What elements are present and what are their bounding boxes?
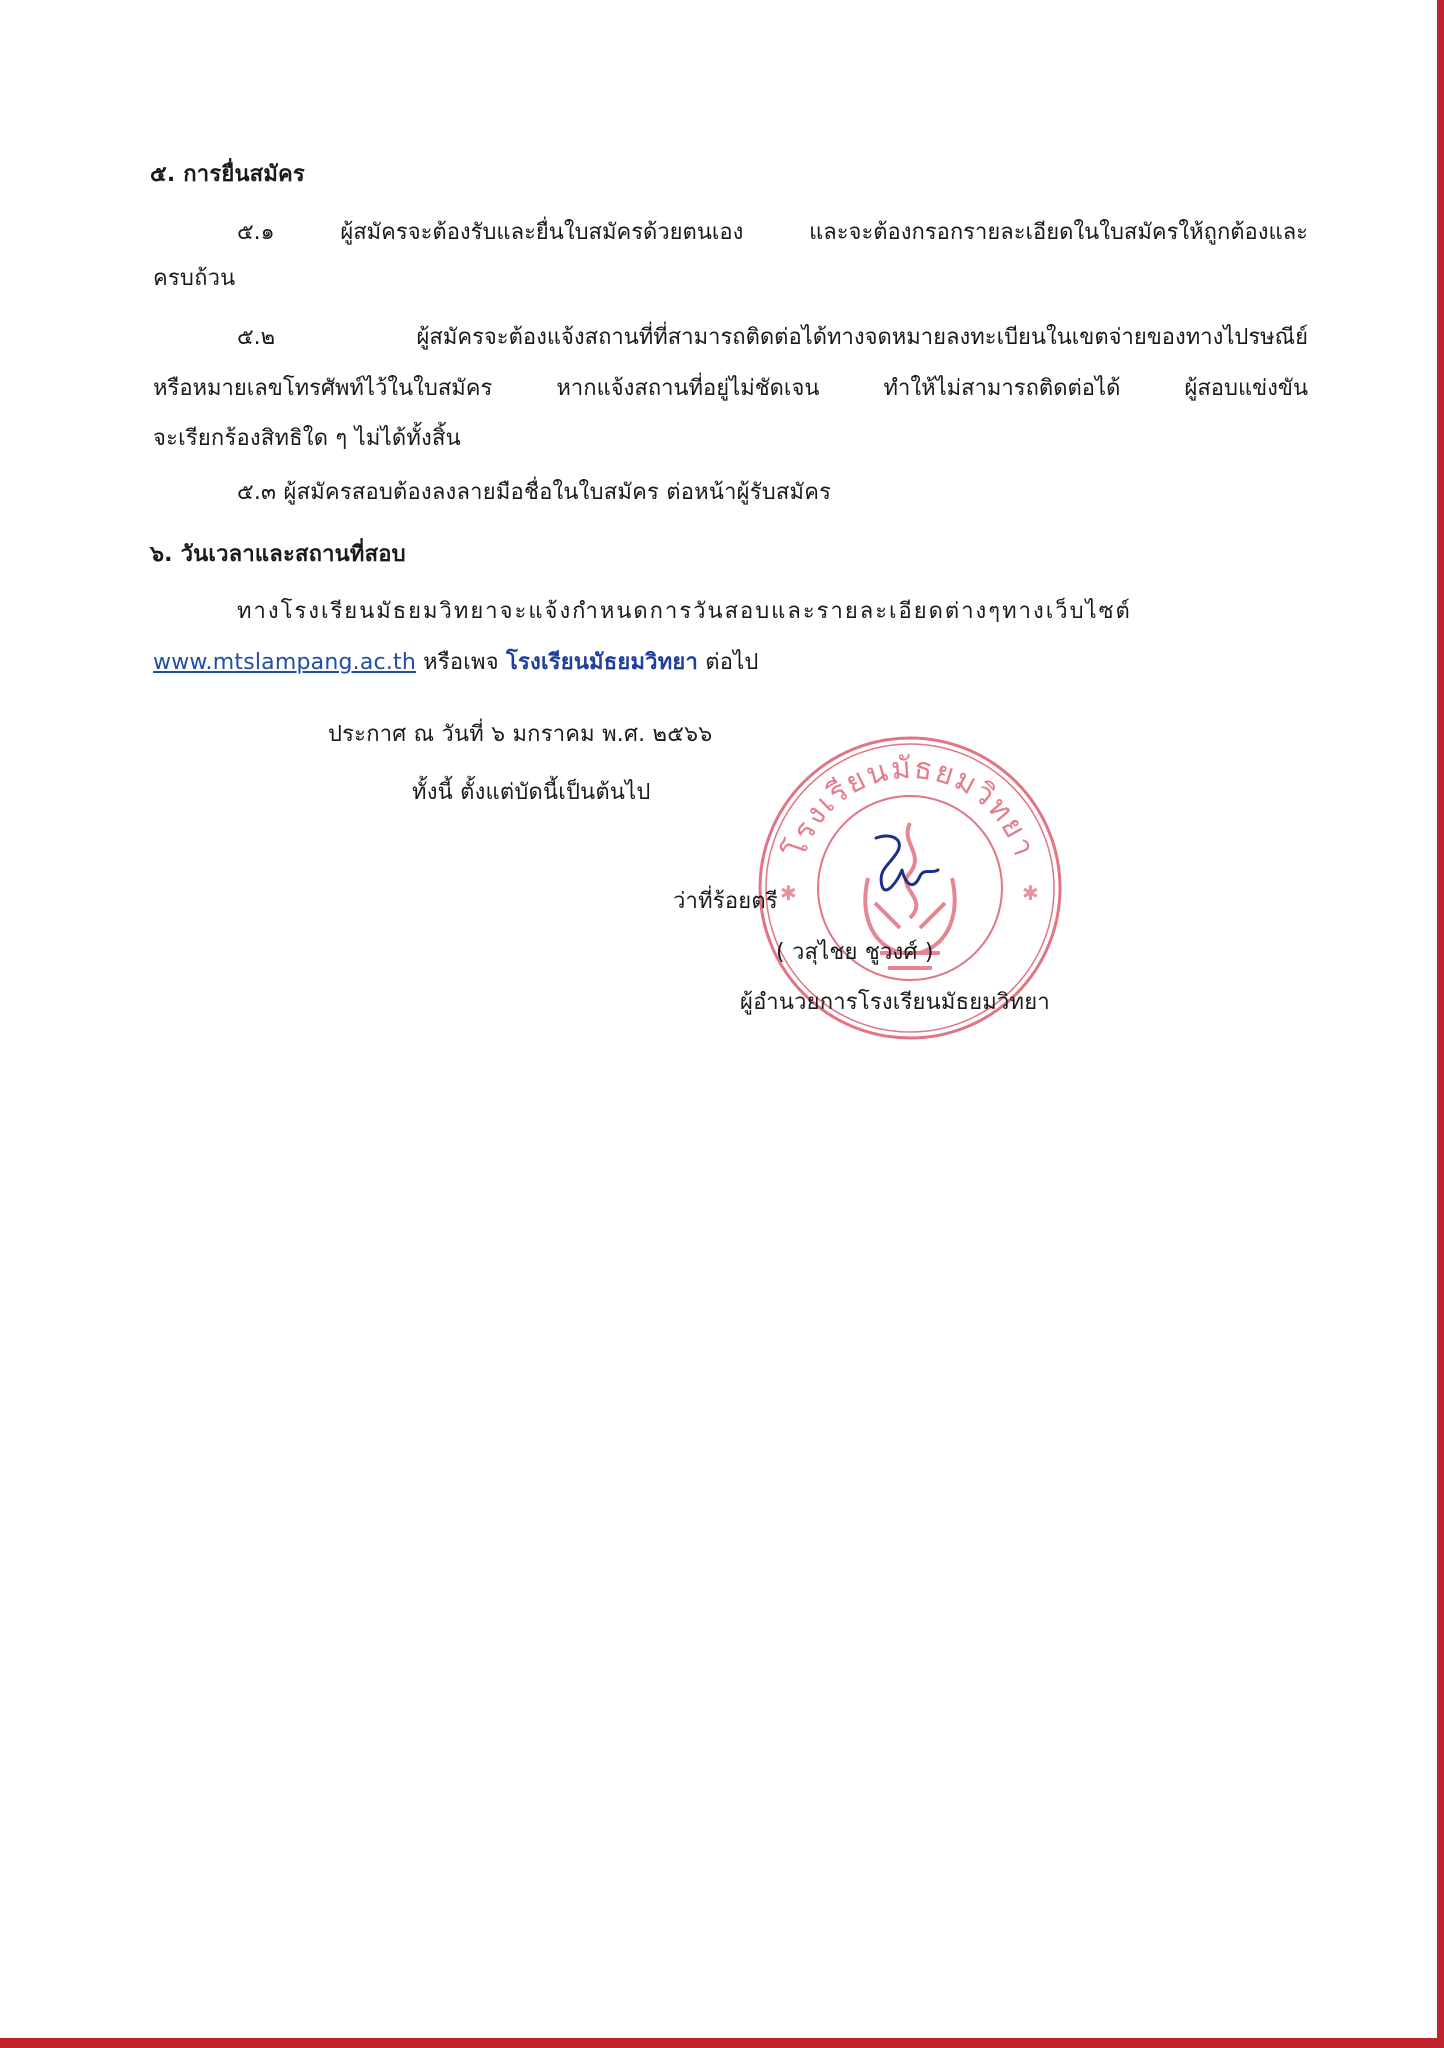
svg-text:✱: ✱ [780,881,797,905]
section5-item3: ๕.๓ ผู้สมัครสอบต้องลงลายมือชื่อในใบสมัคร ต่อหน้าผู้รับสมัคร [237,480,832,505]
announcement-effective: ทั้งนี้ ตั้งแต่บัดนี้เป็นต้นไป [412,780,651,805]
section5-item2-line2: หรือหมายเลขโทรศัพท์ไว้ในใบสมัคร หากแจ้งสถานที่อยู่ไม่ชัดเจน ทำให้ไม่สามารถติดต่อได้ ผู้สอบแข่งขัน [153,376,1308,401]
after-text: ต่อไป [698,650,759,675]
section5-item1-line1: ๕.๑ ผู้สมัครจะต้องรับและยื่นใบสมัครด้วยตนเอง และจะต้องกรอกรายละเอียดในใบสมัครให้ถูกต้องและ [237,220,1308,245]
section6-line1: ทางโรงเรียนมัธยมวิทยาจะแจ้งกำหนดการวันสอบและรายละเอียดต่างๆทางเว็บไซต์ [237,599,1132,624]
signatory-name: ( วสุไชย ชูวงศ์ ) [776,940,934,965]
signatory-rank: ว่าที่ร้อยตรี [673,889,778,914]
section5-heading: ๕. การยื่นสมัคร [150,162,305,187]
section5-item2-line3: จะเรียกร้องสิทธิใด ๆ ไม่ได้ทั้งสิ้น [153,426,461,451]
seal-text: โรงเรียนมัธยมวิทยา [777,750,1043,863]
website-link[interactable]: www.mtslampang.ac.th [153,650,416,675]
section6-line2 [153,648,759,678]
svg-text:✱: ✱ [1022,881,1039,905]
section5-item2-line1: ๕.๒ ผู้สมัครจะต้องแจ้งสถานที่ที่สามารถติดต่อได้ทางจดหมายลงทะเบียนในเขตจ่ายของทางไปรษณีย์ [237,325,1308,350]
announcement-date: ประกาศ ณ วันที่ ๖ มกราคม พ.ศ. ๒๕๖๖ [328,722,713,747]
page-name: โรงเรียนมัธยมวิทยา [506,650,699,675]
section6-heading: ๖. วันเวลาและสถานที่สอบ [150,542,406,567]
or-page-text: หรือเพจ [415,650,507,675]
director-signature [862,830,952,905]
section5-item1-line2: ครบถ้วน [153,266,236,291]
signatory-position: ผู้อำนวยการโรงเรียนมัธยมวิทยา [740,990,1050,1015]
